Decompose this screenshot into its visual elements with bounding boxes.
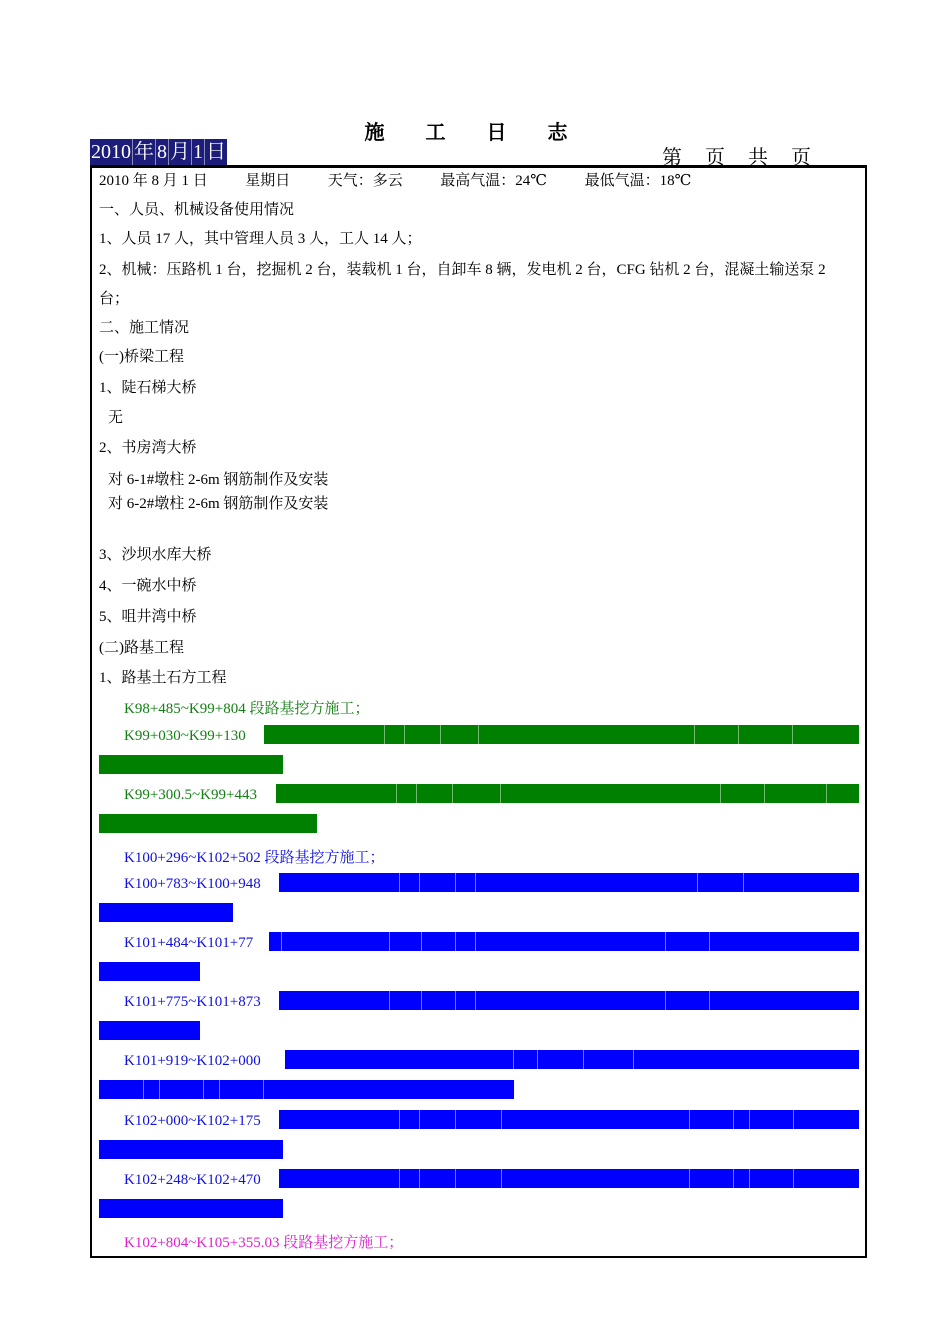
redaction-bar (99, 1021, 200, 1040)
redaction-bar (269, 932, 859, 951)
page-info: 第 页 共 页 (662, 147, 813, 169)
redaction-bar (99, 1080, 514, 1099)
bridge-1: 1、陡石梯大桥 (99, 380, 197, 396)
info-max-temp: 最高气温：24℃ (440, 173, 548, 189)
blue-item-4: K101+919~K102+000 (124, 1053, 261, 1069)
bridge-3: 3、沙坝水库大桥 (99, 547, 212, 563)
redaction-bar (99, 1199, 283, 1218)
pink-group-heading: K102+804~K105+355.03 段路基挖方施工； (124, 1235, 404, 1251)
blue-group-heading: K100+296~K102+502 段路基挖方施工； (124, 850, 385, 866)
blue-item-2: K101+484~K101+77 (124, 935, 254, 951)
earthwork-heading: 1、路基土石方工程 (99, 670, 227, 686)
redaction-bar (99, 962, 200, 981)
bridge-5: 5、咀井湾中桥 (99, 609, 197, 625)
bridge-heading: (一)桥梁工程 (99, 349, 184, 365)
bridge-4: 4、一碗水中桥 (99, 578, 197, 594)
green-item-1: K99+030~K99+130 (124, 728, 246, 744)
info-weekday: 星期日 (245, 173, 291, 189)
redaction-bar (99, 903, 233, 922)
date-box (90, 139, 227, 165)
info-min-temp: 最低气温：18℃ (584, 173, 692, 189)
redaction-bar (264, 725, 859, 744)
date-day-unit: 日 (206, 141, 226, 163)
redaction-bar (99, 1140, 283, 1159)
redaction-bar (276, 784, 859, 803)
machinery-line-1: 2、机械：压路机 1 台，挖掘机 2 台，装载机 1 台，自卸车 8 辆，发电机 2 台，CFG 钻机 2 台，混凝土输送泵 2 (99, 262, 826, 278)
bridge-1-note: 无 (108, 410, 124, 426)
date-day: 1 (193, 141, 203, 163)
date-month-unit: 月 (170, 141, 190, 163)
date-year-unit: 年 (134, 141, 154, 163)
info-line (99, 169, 691, 190)
blue-item-3: K101+775~K101+873 (124, 994, 261, 1010)
blue-item-5: K102+000~K102+175 (124, 1113, 261, 1129)
bridge-2-item-1: 对 6-1#墩柱 2-6m 钢筋制作及安装 (108, 472, 329, 488)
date-month: 8 (157, 141, 167, 163)
roadbed-heading: (二)路基工程 (99, 640, 184, 656)
page-title: 施 工 日 志 (364, 122, 586, 144)
redaction-bar (279, 1110, 859, 1129)
redaction-bar (99, 814, 317, 833)
section2-heading: 二、施工情况 (99, 320, 190, 336)
redaction-bar (99, 755, 283, 774)
redaction-bar (279, 1169, 859, 1188)
green-item-2: K99+300.5~K99+443 (124, 787, 257, 803)
redaction-bar (279, 873, 859, 892)
section1-heading: 一、人员、机械设备使用情况 (99, 202, 295, 218)
info-weather: 天气：多云 (327, 173, 403, 189)
bridge-2-item-2: 对 6-2#墩柱 2-6m 钢筋制作及安装 (108, 496, 329, 512)
date-year: 2010 (91, 141, 131, 163)
redaction-bar (285, 1050, 859, 1069)
bridge-2: 2、书房湾大桥 (99, 440, 197, 456)
blue-item-6: K102+248~K102+470 (124, 1172, 261, 1188)
blue-item-1: K100+783~K100+948 (124, 876, 261, 892)
green-group-heading: K98+485~K99+804 段路基挖方施工； (124, 701, 370, 717)
personnel-line: 1、人员 17 人，其中管理人员 3 人，工人 14 人； (99, 231, 422, 247)
redaction-bar (279, 991, 859, 1010)
machinery-line-2: 台； (99, 291, 130, 307)
info-date: 2010 年 8 月 1 日 (99, 173, 208, 189)
